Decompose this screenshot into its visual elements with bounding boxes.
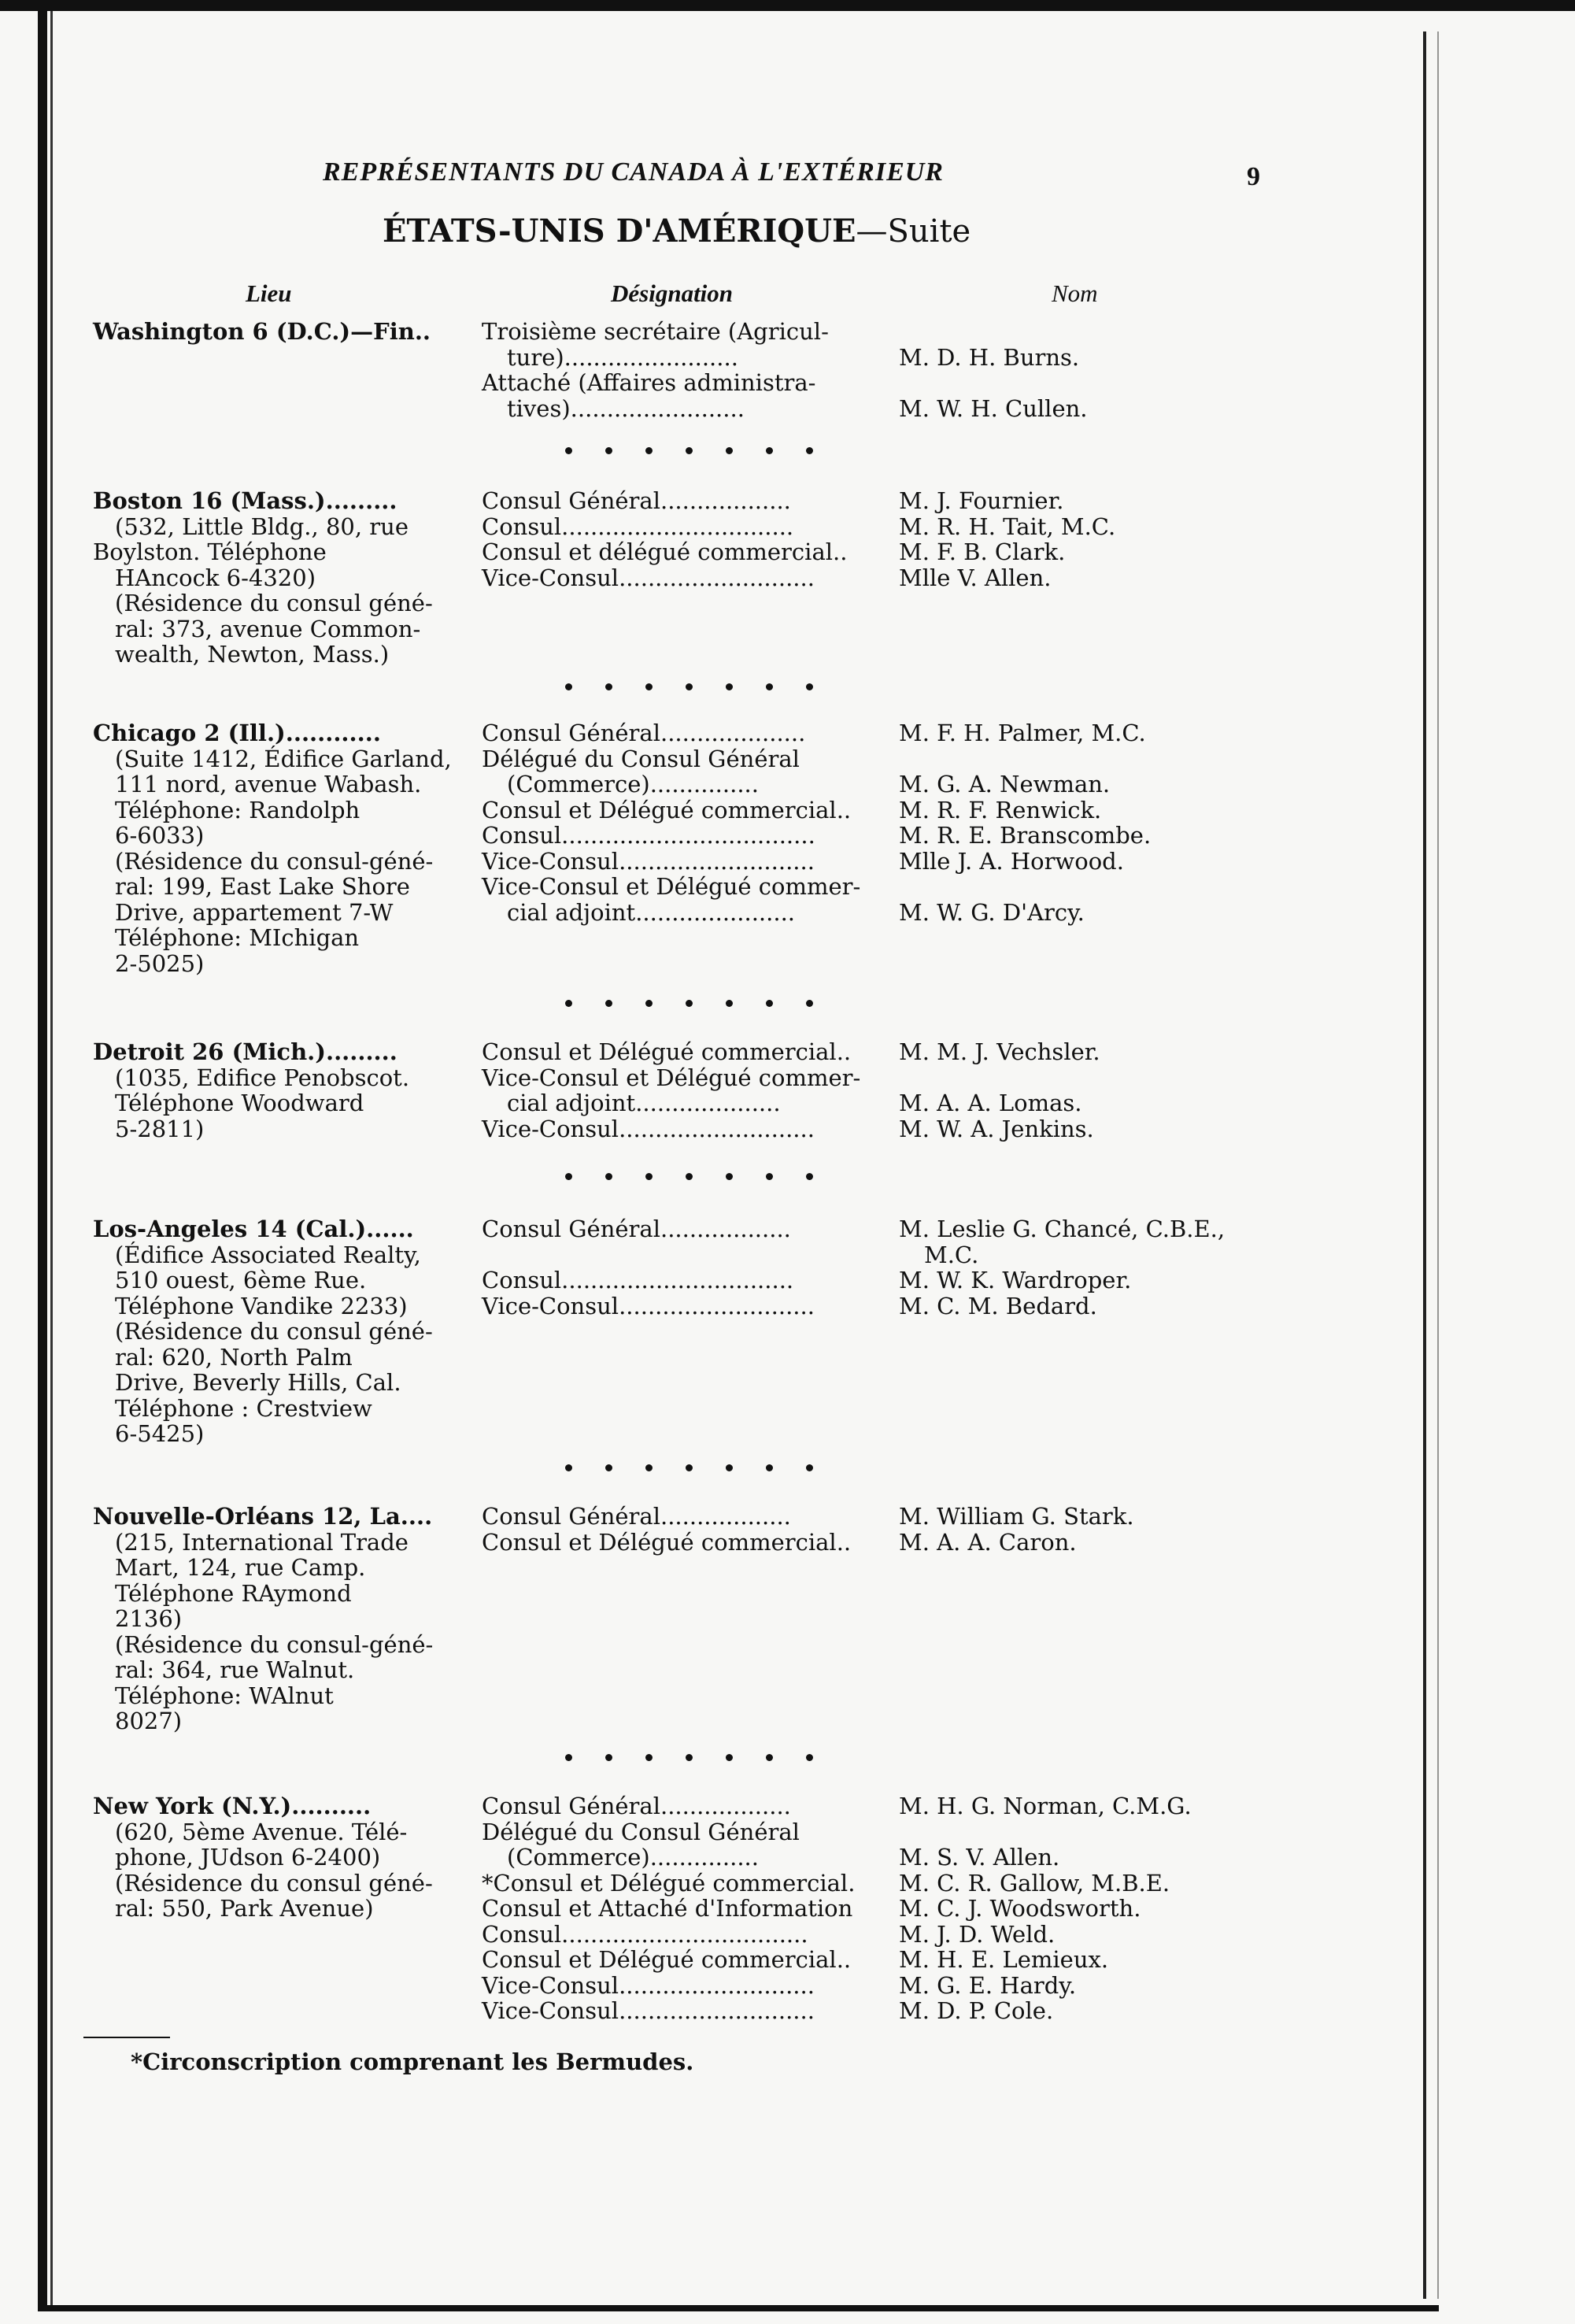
location-detail: 6-5425) (115, 1420, 205, 1447)
location-detail: Mart, 124, rue Camp. (115, 1554, 366, 1581)
officer-name: M. D. P. Cole. (899, 1997, 1054, 2024)
location-detail: wealth, Newton, Mass.) (115, 641, 390, 668)
designation-text: *Consul et Délégué commercial. (482, 1869, 856, 1897)
separator-dot (766, 683, 773, 690)
location-detail: 8027) (115, 1708, 183, 1734)
separator-dot (645, 447, 653, 454)
separator-dot (686, 1173, 693, 1180)
officer-name: M. A. A. Lomas. (899, 1090, 1082, 1116)
designation-text: Consul Général.................. (482, 1503, 791, 1530)
separator-dot (605, 447, 612, 454)
designation-text: (Commerce)............... (507, 771, 759, 797)
separator-dot (686, 683, 693, 690)
separator-dot (645, 683, 653, 690)
separator-dot (686, 1000, 693, 1007)
section-separator-dots (565, 1754, 813, 1761)
officer-name: M. J. Fournier. (899, 487, 1064, 514)
location-detail: (1035, Edifice Penobscot. (115, 1064, 410, 1091)
officer-name: Mlle V. Allen. (899, 564, 1052, 591)
officer-name: M. Leslie G. Chancé, C.B.E., (899, 1216, 1226, 1242)
designation-text: Consul et Délégué commercial.. (482, 1038, 852, 1065)
designation-text: Consul Général.................... (482, 720, 806, 746)
designation-text: Vice-Consul........................... (482, 847, 815, 875)
separator-dot (645, 1173, 653, 1180)
location-detail: Téléphone RAymond (115, 1579, 352, 1607)
designation-text: Délégué du Consul Général (482, 745, 800, 772)
officer-name: M. C. M. Bedard. (899, 1292, 1097, 1319)
designation-text: Vice-Consul........................... (482, 1997, 815, 2024)
separator-dot (766, 447, 773, 454)
designation-text: Vice-Consul........................... (482, 564, 815, 591)
officer-name: M. R. E. Branscombe. (899, 822, 1152, 849)
location-detail: (Résidence du consul-géné- (115, 847, 434, 875)
column-header-lieu: Lieu (246, 279, 292, 307)
location-name: Nouvelle-Orléans 12, La.... (93, 1503, 433, 1530)
location-detail: Drive, appartement 7-W (115, 898, 394, 926)
location-detail: (Édifice Associated Realty, (115, 1241, 421, 1268)
location-detail: Téléphone: Randolph (115, 796, 360, 823)
separator-dot (806, 1464, 813, 1471)
separator-dot (766, 1464, 773, 1471)
designation-text: Consul et Délégué commercial.. (482, 1528, 852, 1556)
officer-name: M. H. G. Norman, C.M.G. (899, 1793, 1192, 1819)
location-detail: (Résidence du consul géné- (115, 590, 433, 616)
separator-dot (686, 447, 693, 454)
separator-dot (605, 1000, 612, 1007)
location-detail: HAncock 6-4320) (115, 564, 316, 591)
officer-name: M. C. R. Gallow, M.B.E. (899, 1869, 1170, 1897)
separator-dot (726, 1754, 733, 1761)
officer-name: M. R. H. Tait, M.C. (899, 513, 1116, 540)
officer-name: M. W. G. D'Arcy. (899, 898, 1085, 926)
designation-text: Consul et Délégué commercial.. (482, 1946, 852, 1973)
designation-text: Consul Général.................. (482, 487, 791, 514)
separator-dot (605, 1754, 612, 1761)
separator-dot (726, 1173, 733, 1180)
location-detail: (620, 5ème Avenue. Télé- (115, 1818, 408, 1845)
location-detail: Téléphone: WAlnut (115, 1682, 334, 1709)
separator-dot (645, 1000, 653, 1007)
designation-text: Vice-Consul........................... (482, 1115, 815, 1142)
footnote-rule (83, 2037, 170, 2038)
officer-name: M. M. J. Vechsler. (899, 1038, 1100, 1065)
officer-name: M. G. E. Hardy. (899, 1971, 1077, 1999)
separator-dot (726, 1000, 733, 1007)
separator-dot (806, 447, 813, 454)
location-detail: 5-2811) (115, 1115, 205, 1142)
designation-text: (Commerce)............... (507, 1844, 759, 1871)
designation-text: Consul Général.................. (482, 1793, 791, 1819)
separator-dot (605, 1173, 612, 1180)
designation-text: Vice-Consul........................... (482, 1971, 815, 1999)
location-detail: ral: 199, East Lake Shore (115, 873, 410, 900)
designation-text: Délégué du Consul Général (482, 1818, 800, 1845)
location-name: Washington 6 (D.C.)—Fin.. (93, 318, 431, 345)
separator-dot (766, 1000, 773, 1007)
officer-name: M. W. K. Wardroper. (899, 1267, 1132, 1293)
footnote: *Circonscription comprenant les Bermudes. (131, 2048, 694, 2075)
separator-dot (806, 683, 813, 690)
officer-name: M. W. H. Cullen. (899, 394, 1088, 422)
designation-text: Attaché (Affaires administra- (482, 369, 816, 396)
separator-dot (605, 683, 612, 690)
separator-dot (565, 1000, 572, 1007)
designation-text: Consul et délégué commercial.. (482, 538, 848, 565)
location-detail: 2-5025) (115, 949, 205, 977)
separator-dot (565, 1464, 572, 1471)
officer-name: M. R. F. Renwick. (899, 796, 1102, 823)
designation-text: cial adjoint.................... (507, 1090, 781, 1116)
section-separator-dots (565, 683, 813, 690)
location-detail: Téléphone : Crestview (115, 1394, 372, 1422)
location-detail: ral: 364, rue Walnut. (115, 1656, 355, 1683)
section-separator-dots (565, 1000, 813, 1007)
designation-text: Consul et Délégué commercial.. (482, 796, 852, 823)
section-title-text: ÉTATS-UNIS D'AMÉRIQUE (383, 213, 856, 250)
separator-dot (565, 683, 572, 690)
page-number: 9 (1247, 162, 1260, 191)
section-separator-dots (565, 447, 813, 454)
section-separator-dots (565, 1464, 813, 1471)
separator-dot (766, 1173, 773, 1180)
separator-dot (806, 1754, 813, 1761)
officer-name: M. William G. Stark. (899, 1503, 1134, 1530)
designation-text: Vice-Consul et Délégué commer- (482, 873, 861, 900)
designation-text: Consul................................... (482, 822, 815, 849)
officer-name: M. D. H. Burns. (899, 343, 1080, 371)
officer-name: M. S. V. Allen. (899, 1844, 1060, 1871)
officer-name: M. W. A. Jenkins. (899, 1115, 1094, 1142)
officer-name: M. C. J. Woodsworth. (899, 1895, 1141, 1922)
separator-dot (726, 1464, 733, 1471)
officer-name: M. G. A. Newman. (899, 771, 1111, 797)
designation-text: Consul................................ (482, 513, 794, 540)
separator-dot (605, 1464, 612, 1471)
separator-dot (726, 683, 733, 690)
officer-name: M. J. D. Weld. (899, 1920, 1056, 1948)
running-title: REPRÉSENTANTS DU CANADA À L'EXTÉRIEUR (323, 157, 944, 187)
separator-dot (806, 1173, 813, 1180)
location-name: Detroit 26 (Mich.)......... (93, 1038, 397, 1065)
location-detail: 6-6033) (115, 822, 205, 849)
separator-dot (565, 1754, 572, 1761)
section-separator-dots (565, 1173, 813, 1180)
location-detail: ral: 550, Park Avenue) (115, 1895, 374, 1922)
designation-text: Vice-Consul et Délégué commer- (482, 1064, 861, 1091)
column-header-designation: Désignation (611, 279, 734, 307)
location-detail: (Résidence du consul géné- (115, 1318, 433, 1345)
location-detail: phone, JUdson 6-2400) (115, 1844, 381, 1871)
location-detail: 2136) (115, 1605, 183, 1632)
location-detail: 111 nord, avenue Wabash. (115, 771, 422, 797)
designation-text: ture)........................ (507, 343, 738, 371)
separator-dot (686, 1754, 693, 1761)
separator-dot (645, 1754, 653, 1761)
location-name: Chicago 2 (Ill.)............ (93, 720, 381, 746)
location-detail: (Résidence du consul géné- (115, 1869, 433, 1897)
officer-name: M.C. (924, 1241, 979, 1268)
location-detail: Téléphone Woodward (115, 1090, 364, 1116)
officer-name: M. F. B. Clark. (899, 538, 1066, 565)
location-name: Los-Angeles 14 (Cal.)...... (93, 1216, 414, 1242)
location-detail: ral: 373, avenue Common- (115, 615, 421, 642)
location-detail: 510 ouest, 6ème Rue. (115, 1267, 367, 1293)
section-title-suffix: —Suite (856, 213, 971, 250)
designation-text: Consul.................................. (482, 1920, 808, 1948)
location-detail: (532, Little Bldg., 80, rue (115, 513, 409, 540)
location-detail: Téléphone: MIchigan (115, 924, 360, 951)
location-detail: Drive, Beverly Hills, Cal. (115, 1369, 401, 1396)
separator-dot (645, 1464, 653, 1471)
designation-text: Vice-Consul........................... (482, 1292, 815, 1319)
officer-name: M. A. A. Caron. (899, 1528, 1077, 1556)
separator-dot (686, 1464, 693, 1471)
separator-dot (726, 447, 733, 454)
location-detail: Téléphone Vandike 2233) (115, 1292, 408, 1319)
location-detail: (215, International Trade (115, 1528, 409, 1556)
separator-dot (565, 447, 572, 454)
separator-dot (766, 1754, 773, 1761)
location-name: New York (N.Y.).......... (93, 1793, 372, 1819)
location-detail: (Résidence du consul-géné- (115, 1630, 434, 1658)
designation-text: Consul Général.................. (482, 1216, 791, 1242)
separator-dot (806, 1000, 813, 1007)
designation-text: Consul................................ (482, 1267, 794, 1293)
location-detail: ral: 620, North Palm (115, 1343, 353, 1371)
location-name: Boston 16 (Mass.)......... (93, 487, 397, 514)
officer-name: Mlle J. A. Horwood. (899, 847, 1124, 875)
designation-text: Consul et Attaché d'Information (482, 1895, 853, 1922)
location-detail: Boylston. Téléphone (93, 538, 327, 565)
separator-dot (565, 1173, 572, 1180)
designation-text: cial adjoint...................... (507, 898, 796, 926)
officer-name: M. H. E. Lemieux. (899, 1946, 1109, 1973)
designation-text: Troisième secrétaire (Agricul- (482, 318, 829, 345)
designation-text: tives)........................ (507, 394, 745, 422)
location-detail: (Suite 1412, Édifice Garland, (115, 745, 452, 772)
column-header-nom: Nom (1052, 279, 1098, 307)
officer-name: M. F. H. Palmer, M.C. (899, 720, 1146, 746)
